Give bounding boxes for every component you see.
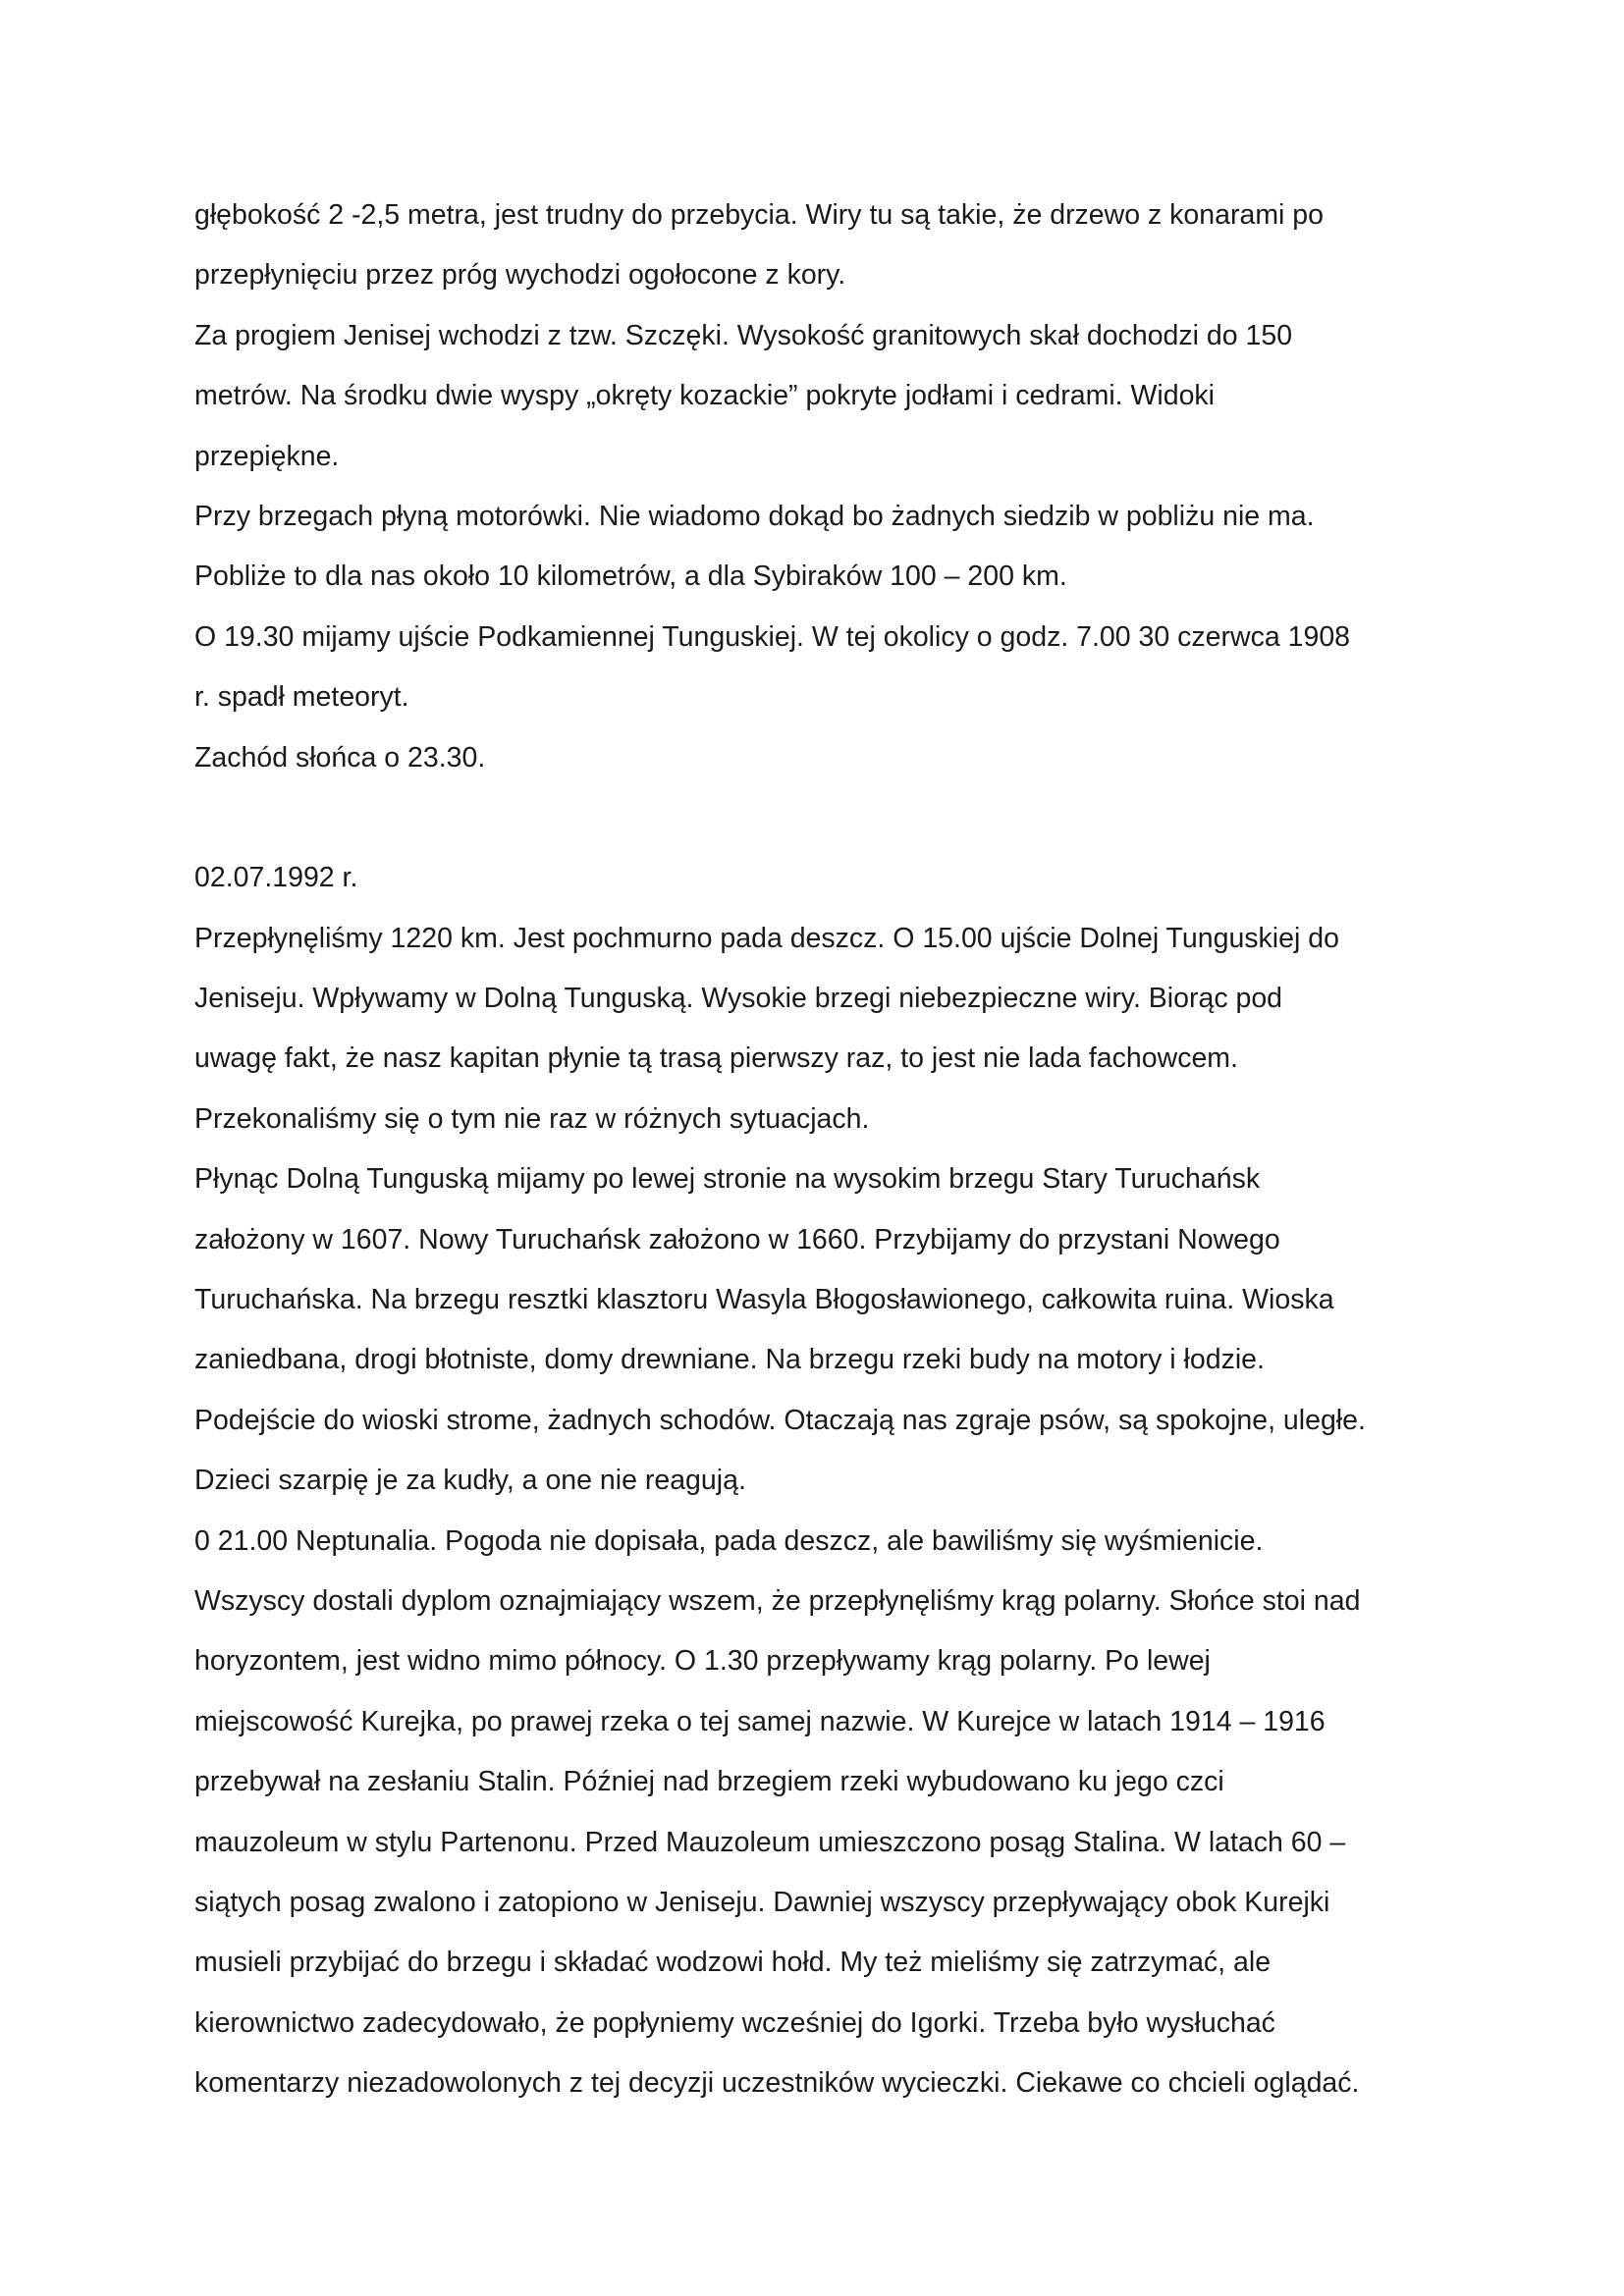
text-line: komentarzy niezadowolonych z tej decyzji uczestników wycieczki. Ciekawe co chcieli oglądać. [194,2067,1360,2100]
text-line: Płynąc Dolną Tunguską mijamy po lewej stronie na wysokim brzegu Stary Turuchańsk [194,1163,1261,1196]
text-line: założony w 1607. Nowy Turuchańsk założono w 1660. Przybijamy do przystani Nowego [194,1223,1280,1255]
text-line: Dzieci szarpię je za kudły, a one nie reagują. [194,1465,746,1497]
text-line: Wszyscy dostali dyplom oznajmiający wszem, że przepłynęliśmy krąg polarny. Słońce stoi nad [194,1584,1361,1617]
text-line: Pobliże to dla nas około 10 kilometrów, a dla Sybiraków 100 – 200 km. [194,561,1067,593]
text-line: Zachód słońca o 23.30. [194,741,486,774]
text-line: Przekonaliśmy się o tym nie raz w różnych sytuacjach. [194,1102,870,1135]
text-line: głębokość 2 -2,5 metra, jest trudny do przebycia. Wiry tu są takie, że drzewo z konarami po [194,199,1325,231]
text-line: horyzontem, jest widno mimo północy. O 1.30 przepływamy krąg polarny. Po lewej [194,1645,1211,1678]
text-line: mauzoleum w stylu Partenonu. Przed Mauzoleum umieszczono posąg Stalina. W latach 60 – [194,1826,1346,1858]
text-line: Przepłynęliśmy 1220 km. Jest pochmurno pada deszcz. O 15.00 ujście Dolnej Tunguskiej do [194,922,1339,954]
text-line: siątych posag zwalono i zatopiono w Jeniseju. Dawniej wszyscy przepływający obok Kurejki [194,1886,1330,1918]
text-line: przepłynięciu przez próg wychodzi ogołocone z kory. [194,259,846,292]
text-line: przebywał na zesłaniu Stalin. Później nad brzegiem rzeki wybudowano ku jego czci [194,1766,1224,1798]
text-line: metrów. Na środku dwie wyspy „okręty kozackie” pokryte jodłami i cedrami. Widoki [194,380,1215,412]
text-line: zaniedbana, drogi błotniste, domy drewniane. Na brzegu rzeki budy na motory i łodzie. [194,1344,1265,1376]
document-body [194,186,1461,2114]
blank-line [194,788,1461,848]
text-line: musieli przybijać do brzegu i składać wodzowi hołd. My też mieliśmy się zatrzymać, ale [194,1947,1272,1979]
entry-date: 02.07.1992 r. [194,862,358,894]
text-line: kierownictwo zadecydowało, że popłyniemy wcześniej do Igorki. Trzeba było wysłuchać [194,2006,1275,2039]
text-line: Za progiem Jenisej wchodzi z tzw. Szczęki. Wysokość granitowych skał dochodzi do 150 [194,319,1293,351]
text-line: miejscowość Kurejka, po prawej rzeka o tej samej nazwie. W Kurejce w latach 1914 – 1916 [194,1705,1326,1737]
text-line: Jeniseju. Wpływamy w Dolną Tunguską. Wysokie brzegi niebezpieczne wiry. Biorąc pod [194,983,1283,1015]
text-line: przepiękne. [194,440,340,472]
text-line: Podejście do wioski strome, żadnych schodów. Otaczają nas zgraje psów, są spokojne, uległe. [194,1404,1366,1436]
text-line: O 19.30 mijamy ujście Podkamiennej Tunguskiej. W tej okolicy o godz. 7.00 30 czerwca 1908 [194,620,1351,653]
text-line: r. spadł meteoryt. [194,681,409,714]
text-line: Turuchańska. Na brzegu resztki klasztoru Wasyla Błogosławionego, całkowita ruina. Wioska [194,1284,1334,1316]
text-line: 0 21.00 Neptunalia. Pogoda nie dopisała, pada deszcz, ale bawiliśmy się wyśmienicie. [194,1524,1264,1557]
text-line: Przy brzegach płyną motorówki. Nie wiadomo dokąd bo żadnych siedzib w pobliżu nie ma. [194,500,1315,532]
text-line: uwagę fakt, że nasz kapitan płynie tą trasą pierwszy raz, to jest nie lada fachowcem. [194,1042,1238,1075]
